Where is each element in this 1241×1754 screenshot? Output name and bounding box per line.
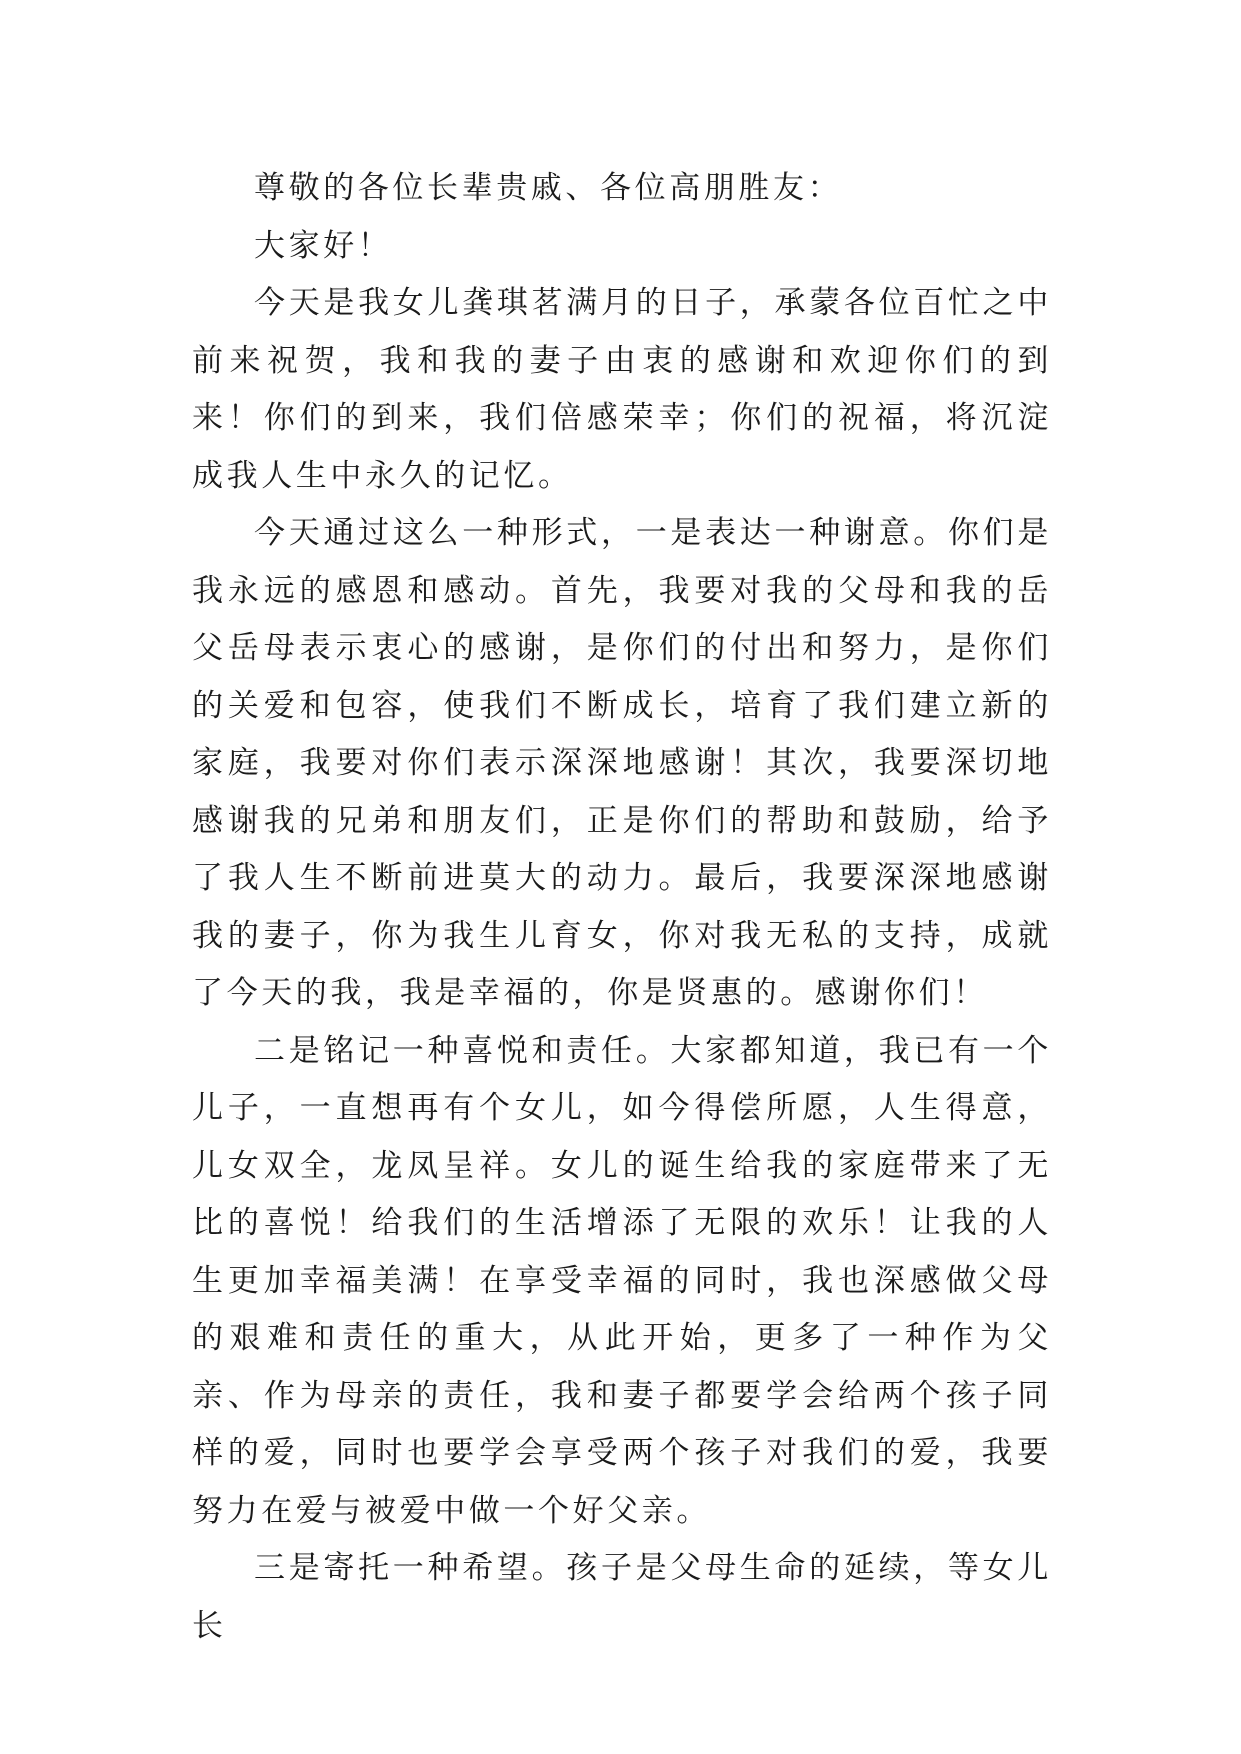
paragraph-gratitude: 今天通过这么一种形式，一是表达一种谢意。你们是我永远的感恩和感动。首先，我要对我的父母和我的岳父岳母表示衷心的感谢，是你们的付出和努力，是你们的关爱和包容，使我们不断成长，培育了我们建立新的家庭，我要对你们表示深深地感谢！其次，我要深切地感谢我的兄弟和朋友们，正是你们的帮助和鼓励，给予了我人生不断前进莫大的动力。最后，我要深深地感谢我的妻子，你为我生儿育女，你对我无私的支持，成就了今天的我，我是幸福的，你是贤惠的。感谢你们！ <box>192 515 1052 1011</box>
salutation: 尊敬的各位长辈贵戚、各位高朋胜友： <box>254 170 843 206</box>
paragraph-joy-responsibility: 二是铭记一种喜悦和责任。大家都知道，我已有一个儿子，一直想再有个女儿，如今得偿所愿，人生得意，儿女双全，龙凤呈祥。女儿的诞生给我的家庭带来了无比的喜悦！给我们的生活增添了无限的欢乐！让我的人生更加幸福美满！在享受幸福的同时，我也深感做父母的艰难和责任的重大，从此开始，更多了一种作为父亲、作为母亲的责任，我和妻子都要学会给两个孩子同样的爱，同时也要学会享受两个孩子对我们的爱，我要努力在爱与被爱中做一个好父亲。 <box>192 1032 1052 1529</box>
paragraph-hope: 三是寄托一种希望。孩子是父母生命的延续，等女儿长 <box>192 1550 1052 1644</box>
speech-body <box>192 160 1052 1655</box>
paragraph-opening: 今天是我女儿龚琪茗满月的日子，承蒙各位百忙之中前来祝贺，我和我的妻子由衷的感谢和欢迎你们的到来！你们的到来，我们倍感荣幸；你们的祝福，将沉淀成我人生中永久的记忆。 <box>192 285 1052 494</box>
greeting: 大家好！ <box>254 227 393 264</box>
